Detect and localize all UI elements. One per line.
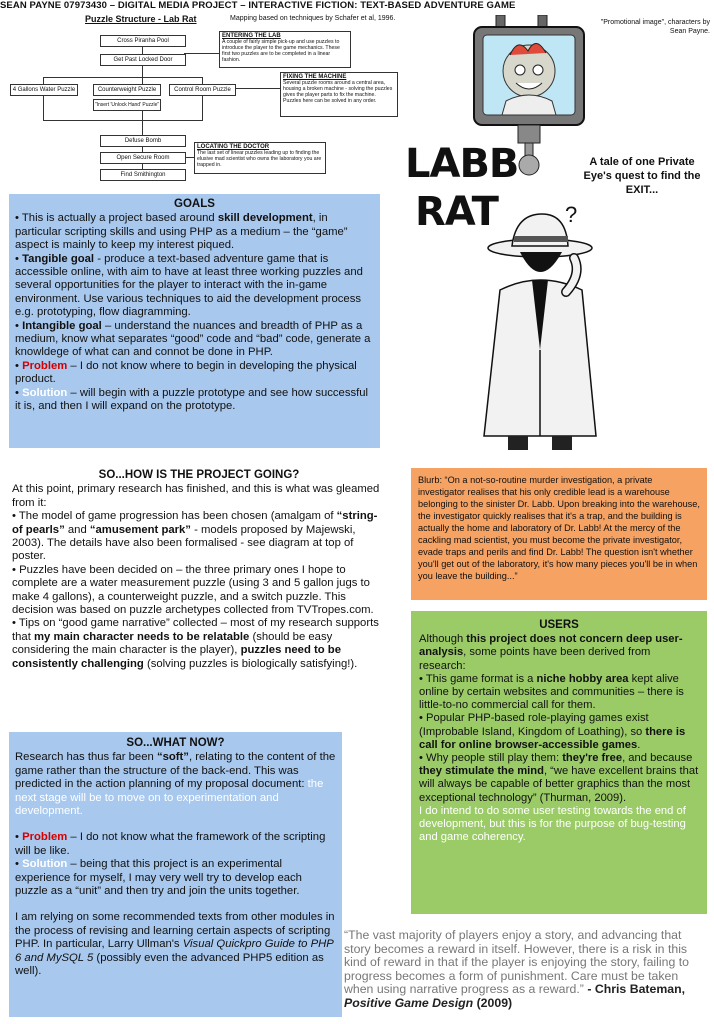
flow-box-counterweight-puzzle: Counterweight Puzzle [93,84,161,96]
quote-text: “The vast majority of players enjoy a story, and advancing that story becomes a reward in itself. However, there is a risk in this kind of reward in that if the player is enjoying the story, failing to progress becomes a form of punishment. Care must be taken when using narrative progress as a reward.” [344,928,689,997]
note-text: The last set of linear puzzles leading up to finding the elusive mad scientist who owns the laboratory you are trapped in. [197,150,322,168]
goals-problem: • Problem – I do not know where to begin in developing the physical product. [15,359,357,386]
flow-box-open-secure-room: Open Secure Room [100,152,186,164]
users-heading: USERS [539,619,579,631]
tagline: A tale of one Private Eye's quest to find the EXIT... [583,156,701,196]
users-point: • Popular PHP-based role-playing games exist (Improbable Island, Kingdom of Loathing), so there is call for online browser-accessible games. [419,712,686,751]
note-title: FIXING THE MACHINE [283,74,347,80]
diagram-note: Mapping based on techniques by Schafer et al, 1996. [230,15,396,22]
users-point: • This game format is a niche hobby area kept alive online by certain websites and communities – there is little-to-no commercial call for them. [419,672,684,712]
note-locating-the-doctor [194,142,326,174]
next-steps-problem: • Problem – I do not know what the framework of the scripting will be like. [15,831,326,857]
progress-section [9,467,389,727]
svg-text:?: ? [565,202,578,227]
users-intro: Although this project does not concern deep user-analysis, some points have been derived from research: [419,633,683,672]
next-steps-panel [9,732,342,1017]
progress-heading: SO...HOW IS THE PROJECT GOING? [98,469,300,481]
next-steps-text: Research has thus far been “soft”, relating to the content of the game rather than the structure of the back-end. This was predicted in the action planning of my proposal document: the next stage will be to move on to experimentation and development. [15,751,336,818]
flow-box-unlock-hand-puzzle: "Insert 'Unlock Hand' Puzzle" [93,99,161,111]
users-testing-note: I do intend to do some user testing towards the end of development, but this is for the purpose of bug-testing and game coherency. [419,804,686,844]
promo-credit: "Promotional image", characters by Sean Payne. [600,19,710,35]
note-text: Several puzzle rooms around a central area, housing a broken machine - solving the puzzles gives the player parts to fix the machine. Puzzles here can be solved in any order. [283,80,393,104]
logo-line-2: RAT [415,189,498,235]
goals-solution: • Solution – will begin with a puzzle prototype and see how successful it is, and then I will expand on the prototype. [15,386,369,413]
detective-illustration [470,200,630,458]
goals-panel [9,194,380,448]
next-steps-reading: I am relying on some recommended texts from other modules in the process of revising and learning certain aspects of scripting PHP. In particular, Larry Ullman's Visual Quickpro Guide to PHP 6 and MySQL 5 (possibly even the advanced PHP5 edition as well). [15,911,335,978]
progress-intro: At this point, primary research has finished, and this is what was gleamed from it: [12,483,380,509]
progress-point: • Puzzles have been decided on – the three primary ones I hope to complete are a water measurement puzzle (using 3 and 5 gallon jugs to make 4 gallons), a counterweight puzzle, and a switch puzzle. This decision was based on puzzle archetypes collected from TVTropes.com. [12,563,374,617]
quote-year: (2009) [473,995,513,1010]
goals-point: • This is actually a project based around skill development, in particular scripting skills and using PHP as a medium – the “game” aspect is mainly to keep my interest piqued. [15,212,348,252]
note-title: ENTERING THE LAB [222,33,281,39]
users-point: • Why people still play them: they're free, and because they stimulate the mind, “we have excellent brains that will always be capable of better graphics than the most exceptional technology” (Thurman, 2009). [419,752,699,804]
diagram-title: Puzzle Structure - Lab Rat [85,14,197,24]
flow-box-find-smithington: Find Smithington [100,169,186,181]
goals-point: • Tangible goal - produce a text-based adventure game that is accessible online, with aim to have at least three working puzzles and several opportunities for the player to interact with the in-game environment. Use various techniques to aid the development process e.g. prototyping, flow diagramming. [15,252,363,319]
quote-block [344,929,710,1011]
note-text: A couple of fairly simple pick-up and use puzzles to introduce the player to the game mechanics. These first two puzzles are to be completed in a linear fashion. [222,39,340,63]
next-steps-solution: • Solution – being that this project is an experimental experience for myself, I may very well try to develop each puzzle as a “unit” and then try and join the units together. [15,858,302,898]
flow-box-defuse-bomb: Defuse Bomb [100,135,186,147]
blurb-panel: Blurb: “On a not-so-routine murder investigation, a private investigator realises that his only credible lead is a warehouse belonging to the sinister Dr. Labb. Upon breaking into the warehouse, the investigator quickly realises that it's a trap, and the building is actually the home and laboratory of Dr. Labb! At the mercy of the cackling mad scientist, you must become the private investigator, evade traps and perils and find Dr. Labb! The question isn't whether you'll get out of the laboratory, it's how many pieces you'll be in when you leave the building...” [411,468,707,600]
note-title: LOCATING THE DOCTOR [197,144,270,150]
flow-box-water-puzzle: 4 Gallons Water Puzzle [10,84,78,96]
goals-point: • Intangible goal – understand the nuances and breadth of PHP as a medium, know what separates “good” code and “bad” code, generate a knowldege of what can and connot be done in PHP. [15,319,371,359]
quote-book: Positive Game Design [344,995,474,1010]
poster-header: SEAN PAYNE 07973430 – DIGITAL MEDIA PROJECT – INTERACTIVE FICTION: TEXT-BASED ADVENTURE GAME [0,0,516,11]
users-panel [411,611,707,914]
flow-box-control-room-puzzle: Control Room Puzzle [169,84,236,96]
quote-author: - Chris Bateman, [587,982,686,997]
flow-box-cross-piranha-pool: Cross Piranha Pool [100,35,186,47]
next-steps-heading: SO...WHAT NOW? [126,737,225,749]
goals-heading: GOALS [174,198,215,210]
note-fixing-the-machine [280,72,398,117]
logo-line-1: LABB [405,141,519,187]
flow-box-get-past-locked-door: Get Past Locked Door [100,54,186,66]
progress-point: • The model of game progression has been chosen (amalgam of “string-of pearls” and “amusement park” - models proposed by Majewski, 2003). The details have also been formalised - see diagram at top of poster. [12,510,378,563]
note-entering-the-lab [219,31,351,68]
progress-point: • Tips on “good game narrative” collected – most of my research supports that my main character needs to be relatable (should be easy considering the main character is the player), puzzles need to be consistently challenging (solving puzzles is biologically satisfying!). [12,617,379,670]
